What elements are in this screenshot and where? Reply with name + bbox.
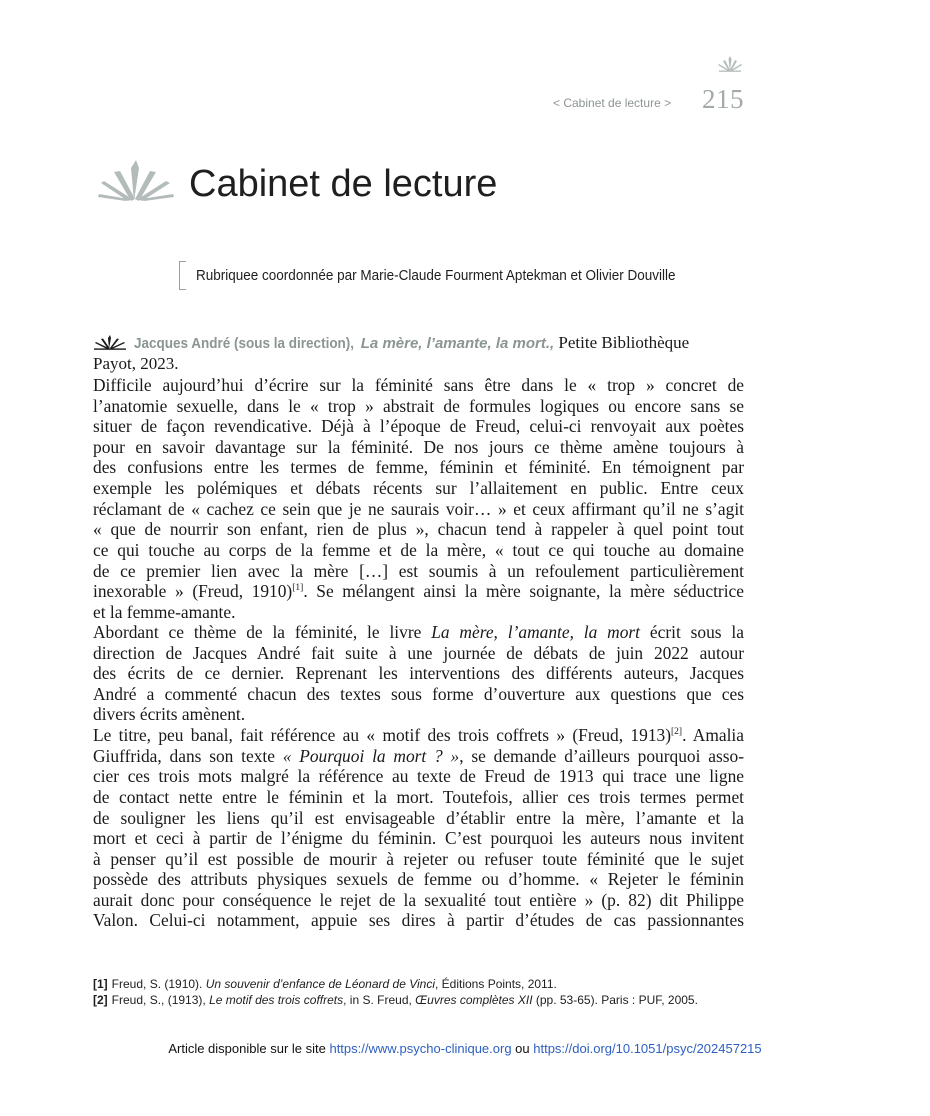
body-line: des confusions entre les termes de femme, féminin et féminité. En témoignent par xyxy=(93,457,744,477)
body-line: possède des attributs physiques sexuels de femme ou d’homme. « Rejeter le féminin xyxy=(93,869,744,889)
footnote-title: Le motif des trois coffrets xyxy=(209,993,344,1007)
body-line: André a commenté chacun des textes sous forme d’ouverture aux questions que ces xyxy=(93,684,744,704)
body-line: aurait donc pour conséquence le rejet de la sexualité tout entière » (p. 82) dit Philippe xyxy=(93,890,744,910)
footnote-marker: [2] xyxy=(93,993,108,1007)
running-head: < Cabinet de lecture > xyxy=(553,96,672,110)
body-line: à penser qu’il est possible de mourir à rejeter ou refuser toute féminité que le sujet xyxy=(93,849,744,869)
agave-ornament-icon xyxy=(716,56,744,72)
body-line: situer de façon revendicative. Déjà à l’époque de Freud, celui-ci renvoyait aux poètes xyxy=(93,416,744,436)
body-line: de souligner les liens qu’il est envisageable d’établir entre la mère, l’amante et la xyxy=(93,808,744,828)
site-link[interactable]: https://www.psycho-clinique.org xyxy=(329,1041,512,1056)
body-text: Le titre, peu banal, fait référence au « motif des trois coffrets » (Freud, 1913) xyxy=(93,725,671,745)
body-line: réclamant de « cachez ce sein que je ne saurais voir… » et ceux affirmant qu’il ne s’agit xyxy=(93,499,744,519)
body-text: inexorable » (Freud, 1910) xyxy=(93,581,293,601)
footnote-text: Freud, S., (1913), xyxy=(111,993,210,1007)
footnote-title: Œuvres complètes XII xyxy=(415,993,533,1007)
body-line: l’anatomie sexuelle, dans le « trop » abstrait de formules logiques ou encore sans se xyxy=(93,396,744,416)
footnote-marker: [1] xyxy=(93,977,108,991)
footnote-text: , in S. Freud, xyxy=(343,993,416,1007)
body-line: cier ces trois mots malgré la référence au texte de Freud de 1913 qui trace une ligne xyxy=(93,766,744,786)
body-line: mort et ceci à partir de l’énigme du féminin. C’est pourquoi les auteurs nous invitent xyxy=(93,828,744,848)
footnote-ref[interactable]: [2] xyxy=(671,727,683,737)
body-text: , se demande d’ailleurs pourquoi asso- xyxy=(459,746,744,766)
book-title: La mère, l’amante, la mort., xyxy=(360,335,555,352)
footnote-text: , Éditions Points, 2011. xyxy=(435,977,557,991)
book-author: Jacques André (sous la direction), xyxy=(134,335,355,352)
body-line xyxy=(93,746,744,767)
body-line: de ce premier lien avec la mère […] est soumis à un refoulement particulièrement xyxy=(93,561,744,581)
body-line xyxy=(93,725,744,746)
body-line xyxy=(93,622,744,643)
book-publisher-cont: Payot, 2023. xyxy=(93,354,179,373)
footer-text: ou xyxy=(511,1041,534,1056)
bracket-decoration xyxy=(179,261,186,290)
body-line xyxy=(93,581,744,602)
page-number: 215 xyxy=(702,84,744,114)
footnote-title: Un souvenir d’enfance de Léonard de Vinci xyxy=(205,977,435,991)
body-line: pour en savoir davantage sur la féminité. De nos jours ce thème amène toujours à xyxy=(93,437,744,457)
footnote-text: (pp. 53-65). Paris : PUF, 2005. xyxy=(532,993,698,1007)
body-line: et la femme-amante. xyxy=(93,602,236,622)
book-reference xyxy=(134,333,689,353)
section-title: Cabinet de lecture xyxy=(189,163,498,205)
body-line: Valon. Celui-ci notamment, appuie ses dires à partir d’études de cas passionnantes xyxy=(93,910,744,930)
coordinators-line: Rubriquee coordonnée par Marie-Claude Fourment Aptekman et Olivier Douville xyxy=(196,267,676,284)
book-title-italic: La mère, l’amante, la mort xyxy=(431,622,641,642)
agave-ornament-icon xyxy=(93,335,127,350)
agave-ornament-icon xyxy=(98,160,174,202)
footnote-2 xyxy=(93,993,698,1007)
body-line: divers écrits amènent. xyxy=(93,704,246,724)
body-text: Abordant ce thème de la féminité, le livre xyxy=(93,622,432,642)
footnote-text: Freud, S. (1910). xyxy=(111,977,206,991)
body-text: . Se mélangent ainsi la mère soignante, la mère séductrice xyxy=(303,581,744,601)
footer xyxy=(0,1041,930,1056)
body-text: écrit sous la xyxy=(640,622,744,642)
body-line: de contact nette entre le féminin et la mort. Toutefois, allier ces trois termes permet xyxy=(93,787,744,807)
footer-text: Article disponible sur le site xyxy=(168,1041,330,1056)
body-line: exemple les polémiques et débats récents sur l’allaitement en public. Entre ceux xyxy=(93,478,744,498)
doi-link[interactable]: https://doi.org/10.1051/psyc/202457215 xyxy=(533,1041,762,1056)
book-publisher: Petite Bibliothèque xyxy=(558,333,690,352)
body-text: . Amalia xyxy=(682,725,744,745)
body-line: des écrits de ce dernier. Reprenant les interventions des différents auteurs, Jacques xyxy=(93,663,744,683)
body-line: direction de Jacques André fait suite à une journée de débats de juin 2022 autour xyxy=(93,643,744,663)
chapter-title-italic: « Pourquoi la mort ? » xyxy=(282,746,460,766)
body-text: Giuffrida, dans son texte xyxy=(93,746,283,766)
footnote-1 xyxy=(93,977,557,991)
body-line: Difficile aujourd’hui d’écrire sur la féminité sans être dans le « trop » concret de xyxy=(93,375,744,395)
body-line: ce qui touche au corps de la femme et de la mère, « tout ce qui touche au domaine xyxy=(93,540,744,560)
footnote-ref[interactable]: [1] xyxy=(292,583,304,593)
body-line: « que de nourrir son enfant, rien de plus », chacun tend à rappeler à quel point tout xyxy=(93,519,744,539)
